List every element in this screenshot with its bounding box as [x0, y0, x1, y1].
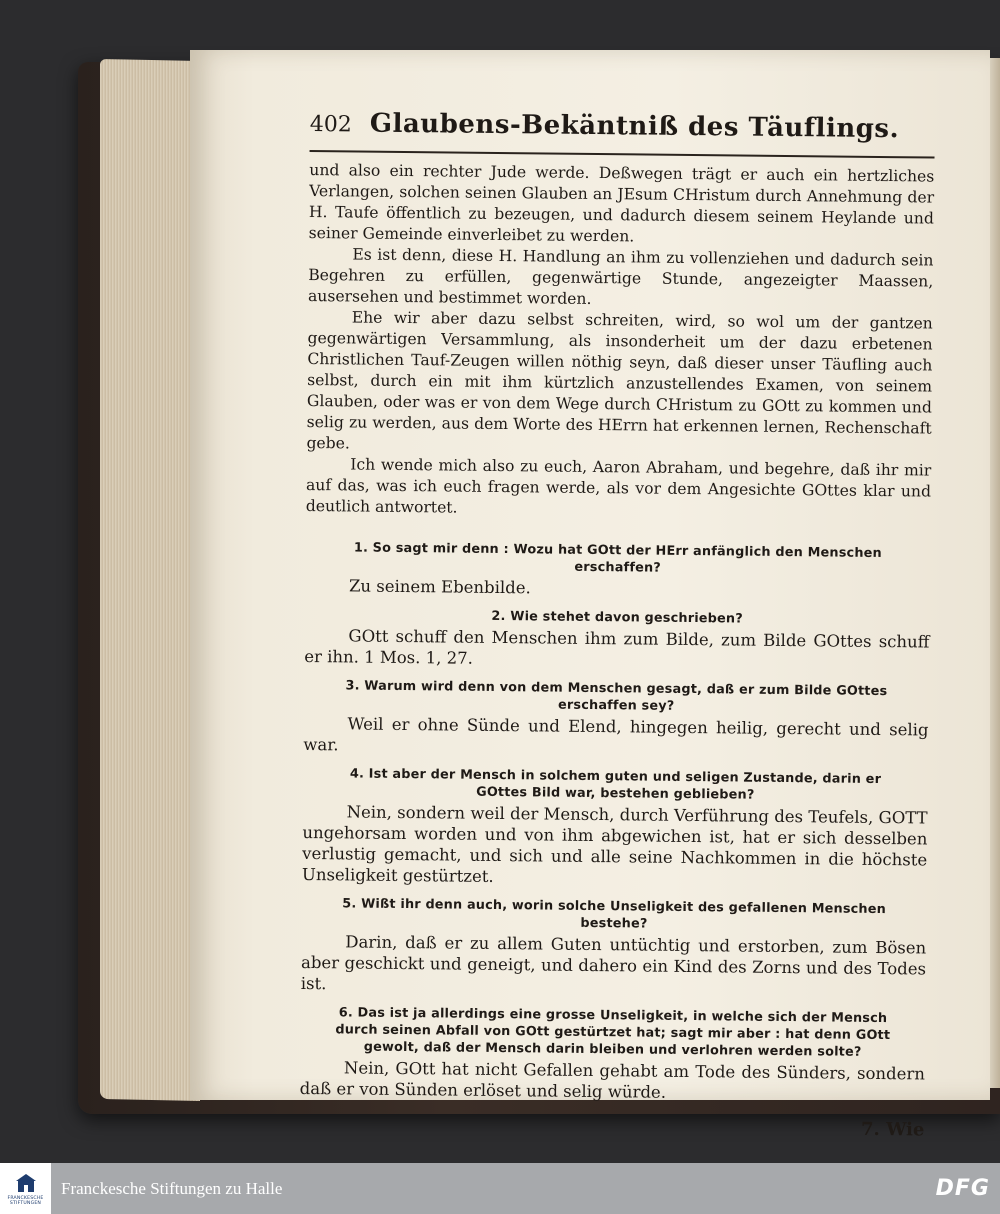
paragraph: Ich wende mich also zu euch, Aaron Abraham, und begehre, daß ihr mir auf das, was ich euch fragen werde, als vor dem Angesichte GOttes klar und deutlich antwortet.: [305, 455, 932, 517]
catechism-answer: GOtt schuff den Menschen ihm zum Bilde, zum Bilde GOttes schuff er ihn. 1 Mos. 1, 27.: [304, 626, 930, 668]
paragraph: Ehe wir aber dazu selbst schreiten, wird, so wol um der gantzen gegenwärtigen Versammlung, als insonderheit um der dazu erbetenen Christlichen Tauf-Zeugen willen nöthig seyn, daß dieser unser Täufling auch selbst, durch ein mit ihm kürtzlich anzustellendes Examen, von seinem Glauben, oder was er von dem Wege durch CHristum zu GOtt zu kommen und selig zu werden, aus dem Worte des HErrn hat erkennen lernen, Rechenschaft gebe.: [306, 308, 933, 453]
building-icon: [15, 1172, 37, 1194]
running-title: Glaubens-Bekäntniß des Täuflings.: [369, 108, 900, 145]
catechism-answer: Nein, GOtt hat nicht Gefallen gehabt am Tode des Sünders, sondern daß er von Sünden erlöset und selig würde.: [299, 1058, 926, 1102]
paragraph: Es ist denn, diese H. Handlung an ihm zu vollenziehen und dadurch sein Begehren zu erfüllen, gegenwärtige Stunde, angezeigter Maassen, ausersehen und bestimmet worden.: [307, 245, 934, 308]
logo-text: FRANCKESCHE STIFTUNGEN: [7, 1195, 44, 1206]
catechism-question: 2. Wie stehet davon geschrieben?: [491, 608, 743, 627]
page-content: [299, 108, 935, 1140]
page-header: [310, 108, 935, 159]
paragraph: und also ein rechter Jude werde. Deßwegen trägt er auch ein hertzliches Verlangen, solchen seinen Glauben an JEsum CHristum durch Annehmung der H. Taufe öffentlich zu bezeugen, und dadurch diesem seinem Heylande und seiner Gemeinde einverleibet zu werden.: [308, 160, 935, 246]
facing-page-edge: [990, 58, 1000, 1088]
catechism-question: 3. Warum wird denn von dem Menschen gesagt, daß er zum Bilde GOttes erschaffen sey?: [345, 678, 888, 714]
catechism-question: 1. So sagt mir denn : Wozu hat GOtt der HErr anfänglich den Menschen erschaffen?: [353, 540, 882, 576]
institution-name: Franckesche Stiftungen zu Halle: [61, 1178, 283, 1198]
dfg-logo[interactable]: DFG: [935, 1176, 990, 1201]
catechism-question: 6. Das ist ja allerdings eine grosse Unseligkeit, in welche sich der Mensch durch seinen Abfall von GOtt gestürtzet hat; sagt mir aber : hat denn GOtt gewolt, daß der Mensch darin bleiben und verlohren werden solte?: [335, 1005, 891, 1060]
catechism-answer: Zu seinem Ebenbilde.: [348, 576, 531, 598]
catchword: 7. Wie: [860, 1118, 925, 1141]
footer-bar: [0, 1163, 1000, 1214]
catechism-answer: Nein, sondern weil der Mensch, durch Verführung des Teufels, GOTT ungehorsam worden und von ihm abgewichen ist, hat er sich desselben verlustig gemacht, und sich und alle seine Nachkommen in die höchste Unseligkeit gestürtzet.: [301, 802, 928, 886]
page-number: 402: [309, 111, 352, 138]
catechism-question: 4. Ist aber der Mensch in solchem guten und seligen Zustande, darin er GOttes Bild war, bestehen geblieben?: [349, 766, 882, 803]
catechism-answer: Weil er ohne Sünde und Elend, hingegen heilig, gerecht und selig war.: [303, 714, 929, 755]
catechism-question: 5. Wißt ihr denn auch, worin solche Unseligkeit des gefallenen Menschen bestehe?: [342, 896, 887, 932]
page-stack-edge: [100, 59, 200, 1101]
catechism-answer: Darin, daß er zu allem Guten untüchtig und erstorben, zum Bösen aber geschickt und geneigt, und dahero ein Kind des Zorns und des Todes ist.: [300, 932, 927, 994]
franckesche-stiftungen-logo[interactable]: [0, 1163, 51, 1214]
